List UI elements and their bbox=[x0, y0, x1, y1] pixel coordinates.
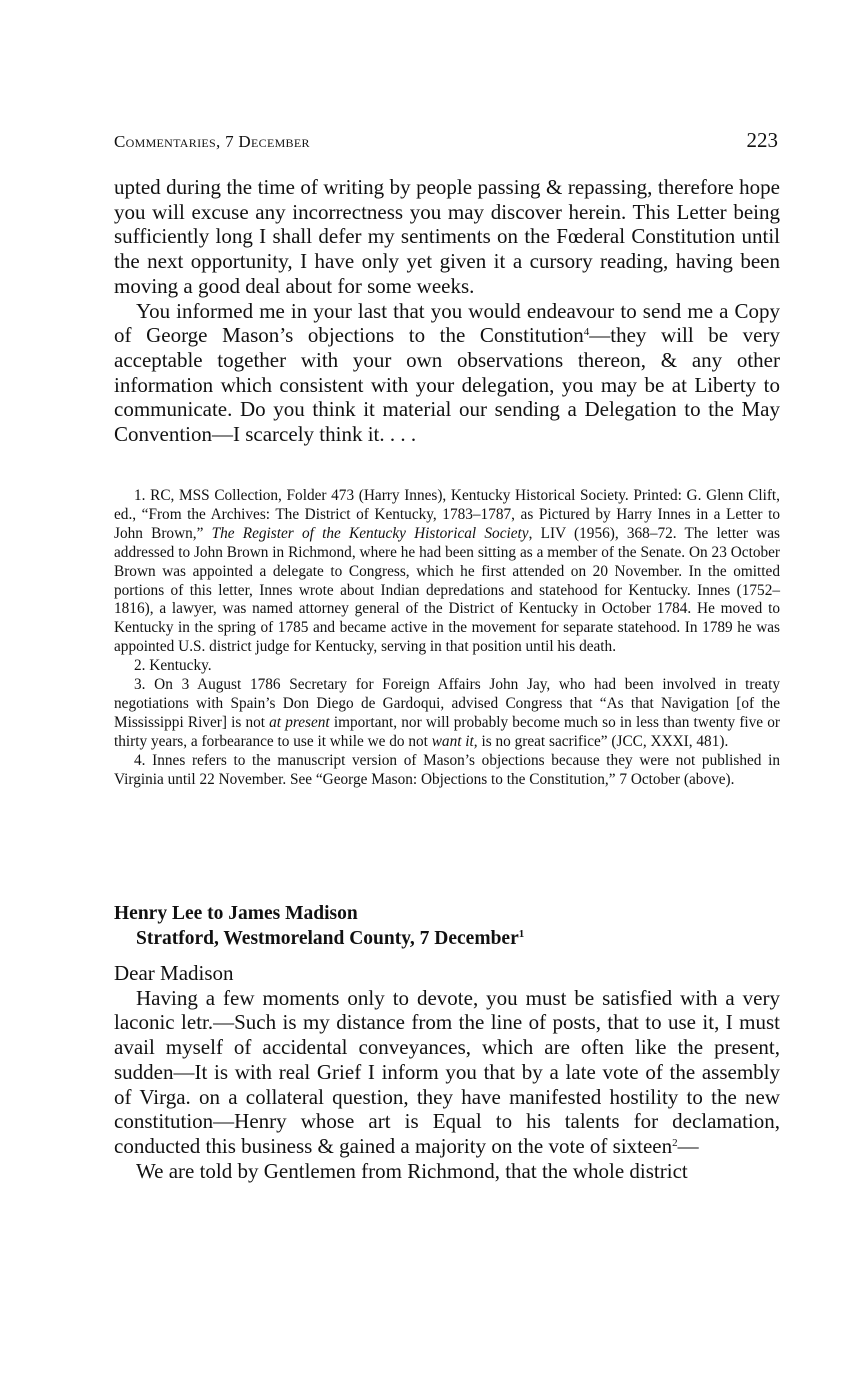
page-number: 223 bbox=[746, 128, 778, 152]
paragraph-text: Having a few moments only to devote, you must be satisfied with a very laconic letr.—Such is my distance from the line of posts, that to use it, I must avail myself of accidental conveyances, which are often like the present, sudden—It is with real Grief I inform you that by a late vote of the assembly of Virga. on a collateral question, they have manifested hostility to the new constitution—Henry whose art is Equal to his talents for declamation, conducted this business & gained a majority on the vote of sixteen bbox=[114, 985, 780, 1158]
footnote-1 bbox=[114, 487, 780, 657]
section-heading bbox=[114, 901, 794, 951]
letter-continuation bbox=[114, 175, 780, 447]
continuation-paragraph-2 bbox=[114, 299, 780, 447]
footnote-italic: want it, bbox=[431, 732, 478, 750]
footnote-ref: 1 bbox=[518, 928, 525, 940]
footnote-ref: 2 bbox=[672, 1136, 678, 1149]
letter-body bbox=[114, 961, 780, 1183]
paragraph-text: —they will be very acceptable together with your own observations thereon, & any other information which consistent with your delegation, you may be at Liberty to communicate. Do you think it material our sending a Delegation to the May Convention—I scarcely think it. . . . bbox=[114, 323, 781, 447]
heading-line-2 bbox=[114, 926, 794, 951]
footnote-ref: 4 bbox=[583, 326, 590, 339]
footnote-text: 3. On 3 August 1786 Secretary for Foreign Affairs John Jay, who had been involved in treaty negotiations with Spain’s Don Diego de Gardoqui, advised Congress that “As that Navigation [of the Mississippi River] is not bbox=[114, 676, 780, 731]
footnote-3 bbox=[114, 676, 780, 752]
running-head-title: Commentaries, 7 December bbox=[114, 132, 310, 151]
footnote-text: , LIV (1956), 368–72. The letter was addressed to John Brown in Richmond, where he had been sitting as a member of the Senate. On 23 October Brown was appointed a delegate to Congress, which he first attended on 20 November. In the omitted portions of this letter, Innes wrote about Indian depredations and statehood for Kentucky. Innes (1752–1816), a lawyer, was named attorney general of the District of Kentucky in October 1784. He moved to Kentucky in the spring of 1785 and became active in the movement for separate statehood. In 1789 he was appointed U.S. district judge for Kentucky, serving in that position until his death. bbox=[114, 524, 780, 656]
paragraph-text: You informed me in your last that you would endeavour to send me a Copy of George Mason’s objections to the Constitution bbox=[114, 298, 780, 348]
letter-paragraph-1 bbox=[114, 986, 780, 1159]
footnote-italic: The Register of the Kentucky Historical Society bbox=[211, 524, 529, 542]
footnote-italic: at present bbox=[269, 713, 330, 731]
running-head bbox=[114, 128, 778, 158]
footnote-4: 4. Innes refers to the manuscript version of Mason’s objections because they were not published in Virginia until 22 November. See “George Mason: Objections to the Constitution,” 7 October (above). bbox=[114, 751, 780, 788]
continuation-paragraph-1: upted during the time of writing by people passing & repassing, therefore hope you will excuse any incorrectness you may discover herein. This Letter being sufficiently long I shall defer my sentiments on the Fœderal Constitution until the next opportunity, I have only yet given it a cursory reading, having been moving a good deal about for some weeks. bbox=[114, 175, 780, 298]
footnote-2: 2. Kentucky. bbox=[134, 657, 212, 675]
footnote-text: is no great sacrifice” (JCC, XXXI, 481). bbox=[477, 732, 729, 750]
heading-line-1: Henry Lee to James Madison bbox=[114, 903, 358, 924]
footnote-text: important, nor will probably become much so in less than twenty five or thirty years, a forbearance to use it while we do not bbox=[114, 713, 780, 750]
heading-place-date: Stratford, Westmoreland County, 7 December bbox=[136, 928, 519, 949]
footnote-text: 1. RC, MSS Collection, Folder 473 (Harry Innes), Kentucky Historical Society. Printed: G. Glenn Clift, ed., “From the Archives: The District of Kentucky, 1783–1787, as Pictured by Harry Innes in a Letter to John Brown,” bbox=[114, 487, 780, 542]
paragraph-text: — bbox=[677, 1133, 699, 1158]
letter-paragraph-2: We are told by Gentlemen from Richmond, that the whole district bbox=[136, 1158, 688, 1183]
footnotes bbox=[114, 487, 780, 790]
salutation: Dear Madison bbox=[114, 961, 234, 985]
